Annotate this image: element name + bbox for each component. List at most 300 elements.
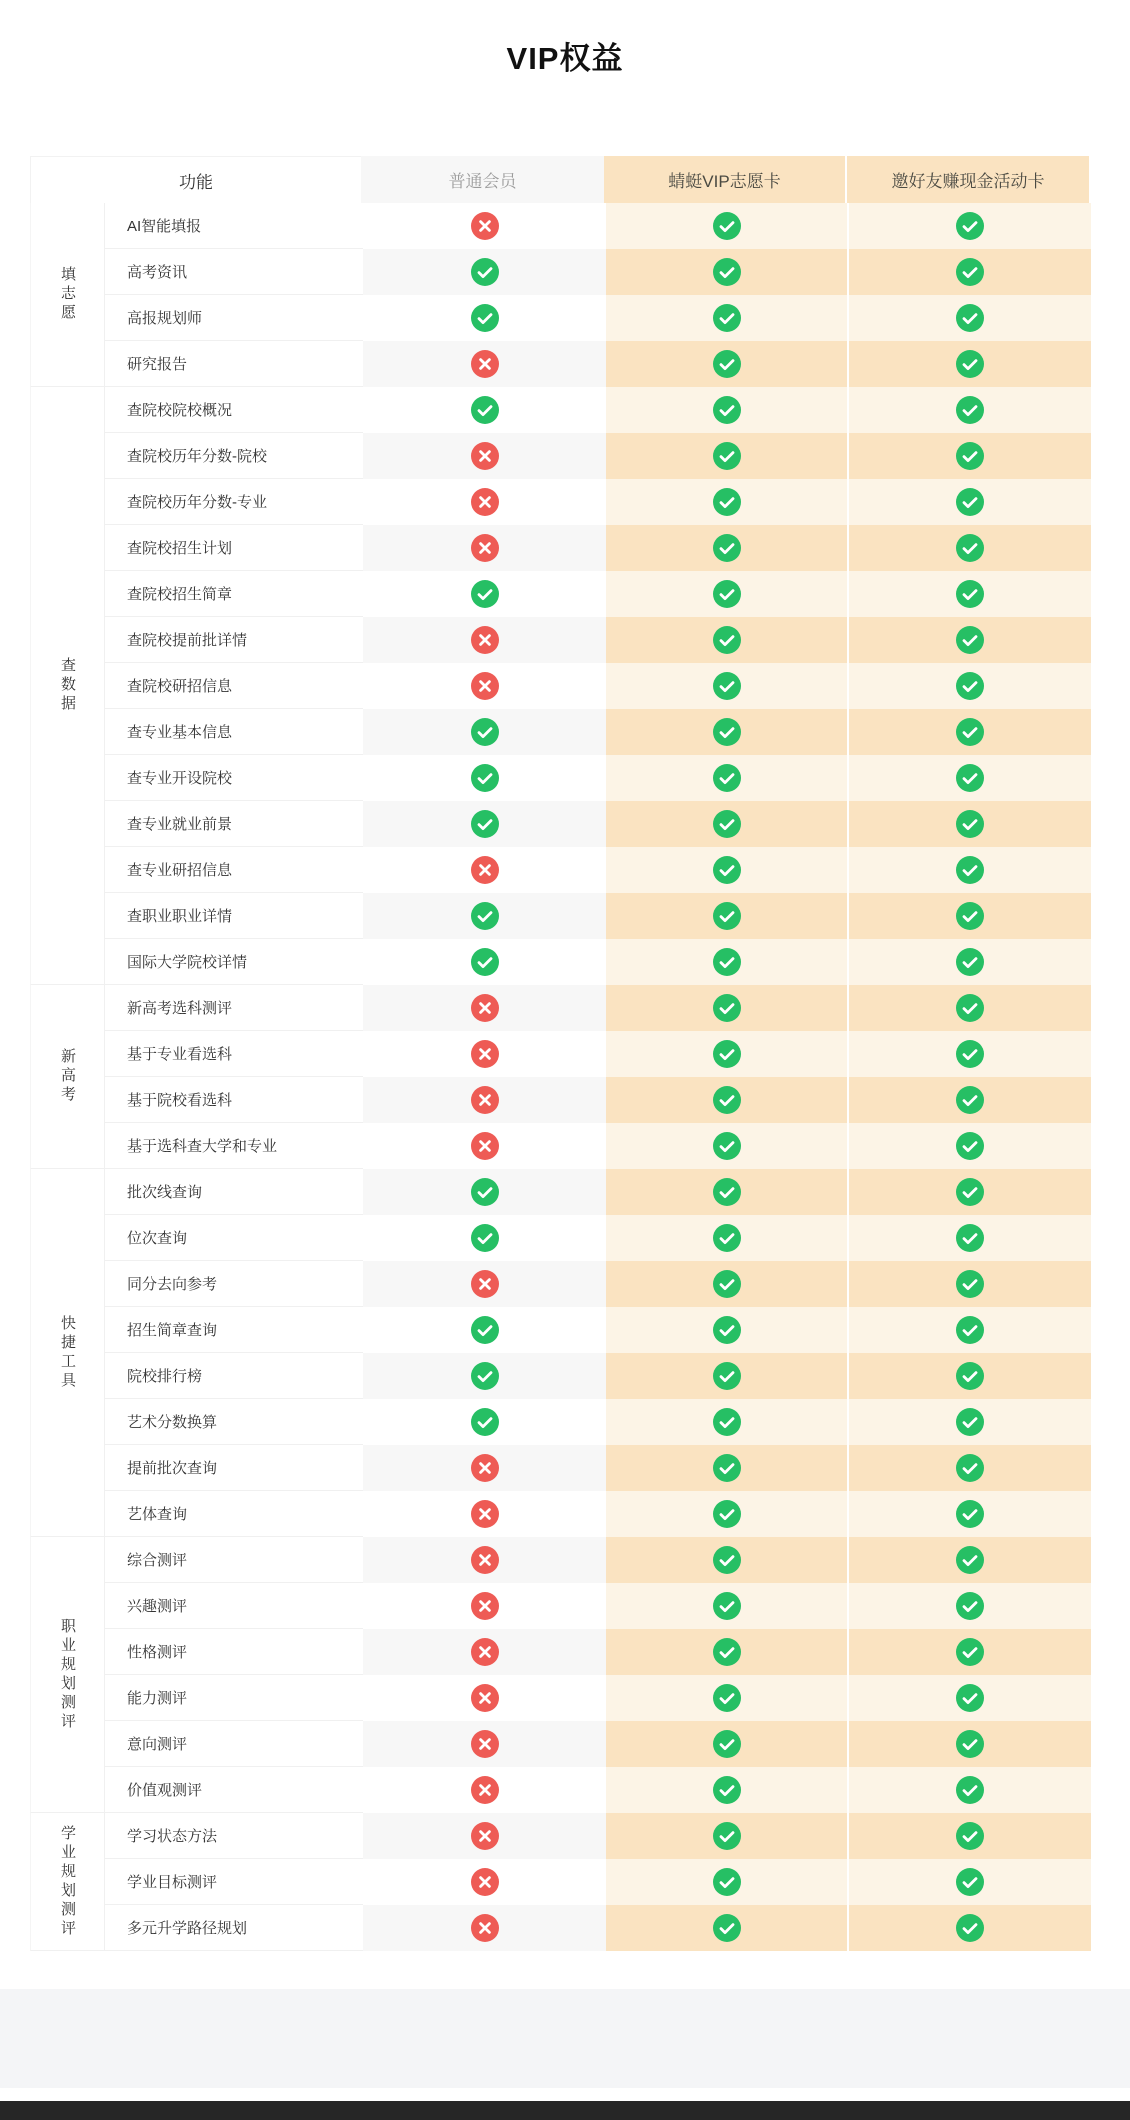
invite-card-cell <box>847 1859 1091 1905</box>
free-member-cell <box>363 893 606 939</box>
vip-card-cell <box>606 1169 847 1215</box>
free-member-cell <box>363 571 606 617</box>
feature-label: 院校排行榜 <box>105 1353 363 1399</box>
feature-group <box>30 1169 1089 1537</box>
table-row <box>105 1445 1091 1491</box>
free-member-cell <box>363 1859 606 1905</box>
vip-card-cell <box>606 1445 847 1491</box>
invite-card-cell <box>847 709 1091 755</box>
vip-card-cell <box>606 663 847 709</box>
invite-card-cell <box>847 1123 1091 1169</box>
free-member-cell <box>363 1905 606 1951</box>
feature-label: 查专业开设院校 <box>105 755 363 801</box>
free-member-cell <box>363 1445 606 1491</box>
table-row <box>105 939 1091 985</box>
check-icon <box>713 1638 741 1666</box>
check-icon <box>713 350 741 378</box>
vip-card-cell <box>606 341 847 387</box>
vip-card-cell <box>606 525 847 571</box>
invite-card-cell <box>847 847 1091 893</box>
free-member-cell <box>363 1537 606 1583</box>
check-icon <box>471 1408 499 1436</box>
check-icon <box>713 1914 741 1942</box>
table-row <box>105 893 1091 939</box>
column-header-vip-card: 蜻蜓VIP志愿卡 <box>604 156 845 203</box>
table-row <box>105 663 1091 709</box>
free-member-cell <box>363 1307 606 1353</box>
free-member-cell <box>363 1491 606 1537</box>
table-row <box>105 203 1091 249</box>
cross-icon <box>471 1040 499 1068</box>
feature-group <box>30 1537 1089 1813</box>
table-row <box>105 525 1091 571</box>
check-icon <box>956 1178 984 1206</box>
vip-card-cell <box>606 1261 847 1307</box>
check-icon <box>471 1178 499 1206</box>
check-icon <box>956 1224 984 1252</box>
table-row <box>105 1675 1091 1721</box>
cross-icon <box>471 1454 499 1482</box>
check-icon <box>713 304 741 332</box>
cross-icon <box>471 1546 499 1574</box>
check-icon <box>713 1040 741 1068</box>
cross-icon <box>471 672 499 700</box>
check-icon <box>471 810 499 838</box>
cross-icon <box>471 488 499 516</box>
invite-card-cell <box>847 1491 1091 1537</box>
vip-card-cell <box>606 1307 847 1353</box>
check-icon <box>956 396 984 424</box>
check-icon <box>713 212 741 240</box>
check-icon <box>956 580 984 608</box>
check-icon <box>956 1684 984 1712</box>
vip-card-cell <box>606 479 847 525</box>
invite-card-cell <box>847 203 1091 249</box>
feature-label: 学业目标测评 <box>105 1859 363 1905</box>
table-row <box>105 1629 1091 1675</box>
table-body <box>30 203 1089 1951</box>
feature-label: 多元升学路径规划 <box>105 1905 363 1951</box>
feature-label: AI智能填报 <box>105 203 363 249</box>
check-icon <box>713 1316 741 1344</box>
check-icon <box>956 856 984 884</box>
check-icon <box>713 1546 741 1574</box>
check-icon <box>471 258 499 286</box>
check-icon <box>956 1546 984 1574</box>
feature-label: 学习状态方法 <box>105 1813 363 1859</box>
invite-card-cell <box>847 1537 1091 1583</box>
cross-icon <box>471 1592 499 1620</box>
check-icon <box>713 1224 741 1252</box>
vip-card-cell <box>606 893 847 939</box>
free-member-cell <box>363 985 606 1031</box>
vip-card-cell <box>606 1813 847 1859</box>
check-icon <box>956 1776 984 1804</box>
feature-label: 兴趣测评 <box>105 1583 363 1629</box>
check-icon <box>713 1132 741 1160</box>
table-row <box>105 617 1091 663</box>
vip-card-cell <box>606 1721 847 1767</box>
feature-label: 提前批次查询 <box>105 1445 363 1491</box>
free-member-cell <box>363 1675 606 1721</box>
feature-label: 基于院校看选科 <box>105 1077 363 1123</box>
vip-card-cell <box>606 617 847 663</box>
check-icon <box>956 1316 984 1344</box>
vip-card-cell <box>606 295 847 341</box>
table-row <box>105 1813 1091 1859</box>
feature-label: 新高考选科测评 <box>105 985 363 1031</box>
free-member-cell <box>363 479 606 525</box>
invite-card-cell <box>847 1307 1091 1353</box>
vip-card-cell <box>606 1629 847 1675</box>
cross-icon <box>471 1132 499 1160</box>
table-row <box>105 249 1091 295</box>
check-icon <box>956 1500 984 1528</box>
group-rows <box>105 1169 1091 1537</box>
check-icon <box>713 1408 741 1436</box>
free-member-cell <box>363 387 606 433</box>
check-icon <box>956 1040 984 1068</box>
group-label: 职业规划测评 <box>59 1617 76 1732</box>
check-icon <box>956 1822 984 1850</box>
vip-card-cell <box>606 1583 847 1629</box>
table-row <box>105 1583 1091 1629</box>
table-row <box>105 1031 1091 1077</box>
vip-card-cell <box>606 755 847 801</box>
feature-label: 同分去向参考 <box>105 1261 363 1307</box>
free-member-cell <box>363 1169 606 1215</box>
free-member-cell <box>363 1215 606 1261</box>
vip-card-cell <box>606 709 847 755</box>
feature-label: 基于选科查大学和专业 <box>105 1123 363 1169</box>
invite-card-cell <box>847 525 1091 571</box>
cross-icon <box>471 1086 499 1114</box>
cross-icon <box>471 1914 499 1942</box>
invite-card-cell <box>847 1721 1091 1767</box>
feature-group <box>30 203 1089 387</box>
check-icon <box>713 1362 741 1390</box>
feature-label: 意向测评 <box>105 1721 363 1767</box>
table-row <box>105 1077 1091 1123</box>
check-icon <box>713 1500 741 1528</box>
free-member-cell <box>363 755 606 801</box>
free-member-cell <box>363 939 606 985</box>
invite-card-cell <box>847 1077 1091 1123</box>
check-icon <box>713 1086 741 1114</box>
invite-card-cell <box>847 985 1091 1031</box>
table-row <box>105 1261 1091 1307</box>
free-member-cell <box>363 341 606 387</box>
group-label-cell <box>30 203 105 387</box>
check-icon <box>956 1132 984 1160</box>
check-icon <box>713 1592 741 1620</box>
check-icon <box>713 1684 741 1712</box>
group-rows <box>105 1537 1091 1813</box>
vip-card-cell <box>606 1767 847 1813</box>
free-member-cell <box>363 1031 606 1077</box>
table-row <box>105 295 1091 341</box>
free-member-cell <box>363 433 606 479</box>
table-header-row <box>30 156 1089 203</box>
invite-card-cell <box>847 295 1091 341</box>
invite-card-cell <box>847 755 1091 801</box>
footer-band <box>0 1989 1130 2088</box>
free-member-cell <box>363 295 606 341</box>
group-rows <box>105 985 1091 1169</box>
table-row <box>105 1353 1091 1399</box>
check-icon <box>713 810 741 838</box>
feature-label: 位次查询 <box>105 1215 363 1261</box>
check-icon <box>956 534 984 562</box>
check-icon <box>713 442 741 470</box>
vip-card-cell <box>606 1859 847 1905</box>
page-title: VIP权益 <box>506 41 624 76</box>
invite-card-cell <box>847 1261 1091 1307</box>
vip-card-cell <box>606 1031 847 1077</box>
vip-card-cell <box>606 1353 847 1399</box>
vip-card-cell <box>606 1077 847 1123</box>
check-icon <box>471 948 499 976</box>
feature-label: 高报规划师 <box>105 295 363 341</box>
vip-card-cell <box>606 1905 847 1951</box>
vip-card-cell <box>606 387 847 433</box>
cross-icon <box>471 1270 499 1298</box>
invite-card-cell <box>847 1813 1091 1859</box>
table-row <box>105 1215 1091 1261</box>
cross-icon <box>471 350 499 378</box>
invite-card-cell <box>847 433 1091 479</box>
cross-icon <box>471 1776 499 1804</box>
check-icon <box>956 304 984 332</box>
group-rows <box>105 387 1091 985</box>
check-icon <box>713 764 741 792</box>
cross-icon <box>471 1500 499 1528</box>
vip-card-cell <box>606 985 847 1031</box>
group-label: 快捷工具 <box>59 1314 76 1391</box>
table-row <box>105 1721 1091 1767</box>
table-row <box>105 1307 1091 1353</box>
check-icon <box>713 672 741 700</box>
feature-label: 查职业职业详情 <box>105 893 363 939</box>
check-icon <box>956 1270 984 1298</box>
check-icon <box>713 1868 741 1896</box>
check-icon <box>956 1086 984 1114</box>
free-member-cell <box>363 525 606 571</box>
table-row <box>105 709 1091 755</box>
cross-icon <box>471 1868 499 1896</box>
feature-label: 查院校招生计划 <box>105 525 363 571</box>
table-row <box>105 1491 1091 1537</box>
check-icon <box>713 902 741 930</box>
feature-label: 艺术分数换算 <box>105 1399 363 1445</box>
group-label-cell <box>30 1813 105 1951</box>
group-label: 新高考 <box>59 1048 76 1105</box>
table-row <box>105 571 1091 617</box>
check-icon <box>713 1178 741 1206</box>
free-member-cell <box>363 663 606 709</box>
vip-card-cell <box>606 847 847 893</box>
free-member-cell <box>363 203 606 249</box>
cross-icon <box>471 534 499 562</box>
check-icon <box>956 442 984 470</box>
vip-benefits-table <box>30 156 1089 1951</box>
vip-card-cell <box>606 1215 847 1261</box>
table-row <box>105 985 1091 1031</box>
check-icon <box>956 764 984 792</box>
feature-label: 性格测评 <box>105 1629 363 1675</box>
check-icon <box>471 1224 499 1252</box>
check-icon <box>713 534 741 562</box>
check-icon <box>471 580 499 608</box>
invite-card-cell <box>847 479 1091 525</box>
feature-label: 查院校研招信息 <box>105 663 363 709</box>
group-label: 学业规划测评 <box>59 1824 76 1939</box>
group-label: 填志愿 <box>59 266 76 323</box>
free-member-cell <box>363 709 606 755</box>
table-row <box>105 755 1091 801</box>
cross-icon <box>471 212 499 240</box>
check-icon <box>956 1592 984 1620</box>
free-member-cell <box>363 1399 606 1445</box>
check-icon <box>713 994 741 1022</box>
feature-label: 批次线查询 <box>105 1169 363 1215</box>
column-header-invite-card: 邀好友赚现金活动卡 <box>845 156 1089 203</box>
column-header-free-member: 普通会员 <box>361 156 604 203</box>
check-icon <box>956 718 984 746</box>
check-icon <box>713 1822 741 1850</box>
check-icon <box>471 764 499 792</box>
feature-label: 能力测评 <box>105 1675 363 1721</box>
vip-card-cell <box>606 1491 847 1537</box>
group-label-cell <box>30 387 105 985</box>
table-row <box>105 1905 1091 1951</box>
check-icon <box>713 1454 741 1482</box>
vip-card-cell <box>606 1675 847 1721</box>
invite-card-cell <box>847 893 1091 939</box>
vip-card-cell <box>606 1537 847 1583</box>
feature-group <box>30 1813 1089 1951</box>
check-icon <box>956 626 984 654</box>
vip-card-cell <box>606 939 847 985</box>
table-row <box>105 1123 1091 1169</box>
check-icon <box>713 580 741 608</box>
free-member-cell <box>363 617 606 663</box>
vip-card-cell <box>606 203 847 249</box>
feature-group <box>30 387 1089 985</box>
table-row <box>105 341 1091 387</box>
group-rows <box>105 1813 1091 1951</box>
group-label: 查数据 <box>59 657 76 714</box>
check-icon <box>713 488 741 516</box>
feature-label: 综合测评 <box>105 1537 363 1583</box>
table-row <box>105 1169 1091 1215</box>
feature-label: 基于专业看选科 <box>105 1031 363 1077</box>
table-row <box>105 801 1091 847</box>
free-member-cell <box>363 847 606 893</box>
cross-icon <box>471 856 499 884</box>
invite-card-cell <box>847 939 1091 985</box>
cross-icon <box>471 1638 499 1666</box>
check-icon <box>956 212 984 240</box>
free-member-cell <box>363 1767 606 1813</box>
free-member-cell <box>363 801 606 847</box>
feature-group <box>30 985 1089 1169</box>
free-member-cell <box>363 1353 606 1399</box>
check-icon <box>713 856 741 884</box>
check-icon <box>956 810 984 838</box>
feature-label: 高考资讯 <box>105 249 363 295</box>
group-label-cell <box>30 1537 105 1813</box>
feature-label: 查专业就业前景 <box>105 801 363 847</box>
invite-card-cell <box>847 1675 1091 1721</box>
cross-icon <box>471 1684 499 1712</box>
cross-icon <box>471 442 499 470</box>
cross-icon <box>471 1822 499 1850</box>
invite-card-cell <box>847 617 1091 663</box>
free-member-cell <box>363 249 606 295</box>
vip-card-cell <box>606 1399 847 1445</box>
vip-card-cell <box>606 801 847 847</box>
check-icon <box>471 1362 499 1390</box>
free-member-cell <box>363 1813 606 1859</box>
check-icon <box>956 1730 984 1758</box>
invite-card-cell <box>847 1583 1091 1629</box>
check-icon <box>956 902 984 930</box>
check-icon <box>956 1362 984 1390</box>
check-icon <box>956 258 984 286</box>
check-icon <box>471 718 499 746</box>
check-icon <box>956 1868 984 1896</box>
check-icon <box>956 1914 984 1942</box>
table-row <box>105 1767 1091 1813</box>
group-label-cell <box>30 1169 105 1537</box>
cross-icon <box>471 626 499 654</box>
vip-card-cell <box>606 571 847 617</box>
invite-card-cell <box>847 387 1091 433</box>
table-row <box>105 1399 1091 1445</box>
check-icon <box>471 304 499 332</box>
free-member-cell <box>363 1629 606 1675</box>
feature-label: 国际大学院校详情 <box>105 939 363 985</box>
group-label-cell <box>30 985 105 1169</box>
check-icon <box>956 948 984 976</box>
feature-label: 查专业基本信息 <box>105 709 363 755</box>
feature-label: 查院校院校概况 <box>105 387 363 433</box>
cross-icon <box>471 1730 499 1758</box>
check-icon <box>713 626 741 654</box>
invite-card-cell <box>847 801 1091 847</box>
vip-card-cell <box>606 249 847 295</box>
check-icon <box>956 1638 984 1666</box>
feature-label: 查院校历年分数-专业 <box>105 479 363 525</box>
invite-card-cell <box>847 1169 1091 1215</box>
free-member-cell <box>363 1583 606 1629</box>
check-icon <box>713 718 741 746</box>
invite-card-cell <box>847 1445 1091 1491</box>
check-icon <box>956 1408 984 1436</box>
check-icon <box>956 350 984 378</box>
invite-card-cell <box>847 1215 1091 1261</box>
group-rows <box>105 203 1091 387</box>
invite-card-cell <box>847 1905 1091 1951</box>
feature-label: 查院校招生简章 <box>105 571 363 617</box>
invite-card-cell <box>847 341 1091 387</box>
feature-label: 研究报告 <box>105 341 363 387</box>
check-icon <box>956 488 984 516</box>
table-row <box>105 387 1091 433</box>
check-icon <box>713 258 741 286</box>
free-member-cell <box>363 1261 606 1307</box>
